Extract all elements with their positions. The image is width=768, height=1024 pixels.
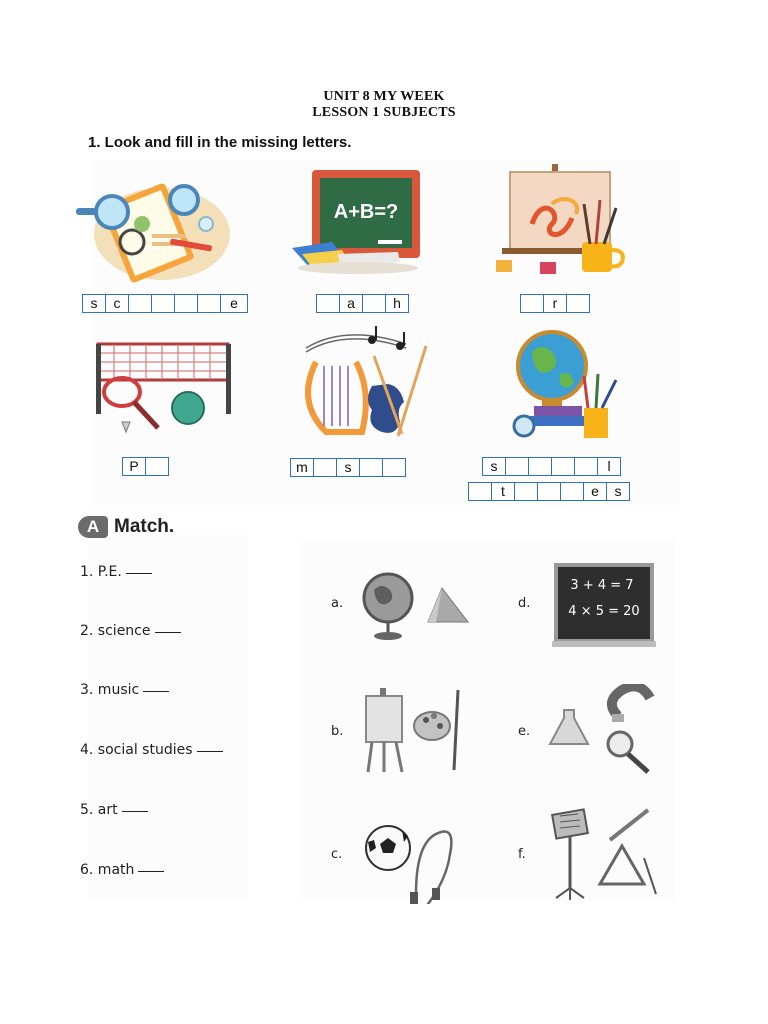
answer-blank[interactable] (155, 631, 181, 633)
board-line-1: 3 + 4 = 7 (570, 578, 634, 593)
letter-box[interactable] (359, 458, 383, 477)
letter-box[interactable]: h (385, 294, 409, 313)
match-item-label: 4. social studies (80, 742, 193, 758)
letter-box[interactable]: c (105, 294, 129, 313)
letter-box[interactable] (174, 294, 198, 313)
option-a-label: a. (331, 596, 344, 611)
option-f-label: f. (518, 847, 526, 862)
option-f-picture (548, 806, 660, 902)
letter-box[interactable]: e (583, 482, 607, 501)
word-math-boxes (316, 294, 408, 313)
word-pe-boxes (122, 457, 168, 476)
option-e-picture (548, 684, 660, 776)
match-item-4 (80, 742, 223, 758)
music-picture (302, 326, 440, 444)
exercise1-title: 1. Look and fill in the missing letters. (88, 134, 352, 151)
word-music-boxes (290, 458, 405, 477)
option-c-label: c. (331, 847, 343, 862)
word-social-boxes-2 (468, 482, 629, 501)
letter-box[interactable] (128, 294, 152, 313)
social-studies-picture (506, 326, 630, 446)
option-d-label: d. (518, 596, 531, 611)
letter-box[interactable] (468, 482, 492, 501)
letter-box[interactable] (197, 294, 221, 313)
letter-box[interactable] (382, 458, 406, 477)
match-item-label: 2. science (80, 623, 151, 639)
match-item-6 (80, 862, 164, 878)
letter-box[interactable]: P (122, 457, 146, 476)
option-c-picture (362, 808, 468, 904)
letter-box[interactable] (551, 457, 575, 476)
letter-box[interactable]: r (543, 294, 567, 313)
answer-blank[interactable] (126, 572, 152, 574)
letter-box[interactable]: t (491, 482, 515, 501)
match-header (78, 516, 174, 538)
pe-picture (84, 338, 242, 442)
match-title: Match. (114, 516, 175, 537)
answer-blank[interactable] (143, 690, 169, 692)
letter-box[interactable] (528, 457, 552, 476)
option-a-picture (358, 566, 470, 642)
option-e-label: e. (518, 724, 531, 739)
science-picture (72, 172, 230, 284)
letter-box[interactable] (574, 457, 598, 476)
match-item-5 (80, 802, 148, 818)
match-item-1 (80, 564, 152, 580)
letter-box[interactable] (520, 294, 544, 313)
letter-box[interactable]: m (290, 458, 314, 477)
section-badge: A (78, 516, 108, 538)
match-item-3 (80, 682, 169, 698)
answer-blank[interactable] (138, 870, 164, 872)
word-art-boxes (520, 294, 589, 313)
letter-box[interactable] (316, 294, 340, 313)
letter-box[interactable]: e (220, 294, 248, 313)
answer-blank[interactable] (122, 810, 148, 812)
letter-box[interactable]: s (82, 294, 106, 313)
letter-box[interactable] (566, 294, 590, 313)
letter-box[interactable] (362, 294, 386, 313)
letter-box[interactable]: s (336, 458, 360, 477)
lesson-title: LESSON 1 SUBJECTS (312, 105, 456, 120)
word-science-boxes (82, 294, 247, 313)
option-b-label: b. (331, 724, 344, 739)
letter-box[interactable] (145, 457, 169, 476)
letter-box[interactable]: s (482, 457, 506, 476)
match-item-label: 3. music (80, 682, 140, 698)
letter-box[interactable] (560, 482, 584, 501)
chalkboard-text: A+B=? (333, 201, 399, 223)
match-item-label: 6. math (80, 862, 135, 878)
art-picture (492, 164, 630, 280)
word-social-boxes-1 (482, 457, 620, 476)
match-item-2 (80, 623, 181, 639)
letter-box[interactable]: l (597, 457, 621, 476)
letter-box[interactable]: a (339, 294, 363, 313)
option-d-picture (552, 561, 658, 649)
match-item-label: 5. art (80, 802, 118, 818)
letter-box[interactable] (151, 294, 175, 313)
letter-box[interactable] (514, 482, 538, 501)
unit-title: UNIT 8 MY WEEK (323, 89, 445, 104)
math-picture (288, 168, 428, 276)
letter-box[interactable] (313, 458, 337, 477)
match-item-label: 1. P.E. (80, 564, 122, 580)
letter-box[interactable]: s (606, 482, 630, 501)
option-b-picture (362, 686, 466, 776)
match-left-panel (88, 535, 248, 900)
letter-box[interactable] (537, 482, 561, 501)
answer-blank[interactable] (197, 750, 223, 752)
board-line-2: 4 × 5 = 20 (568, 604, 640, 619)
letter-box[interactable] (505, 457, 529, 476)
